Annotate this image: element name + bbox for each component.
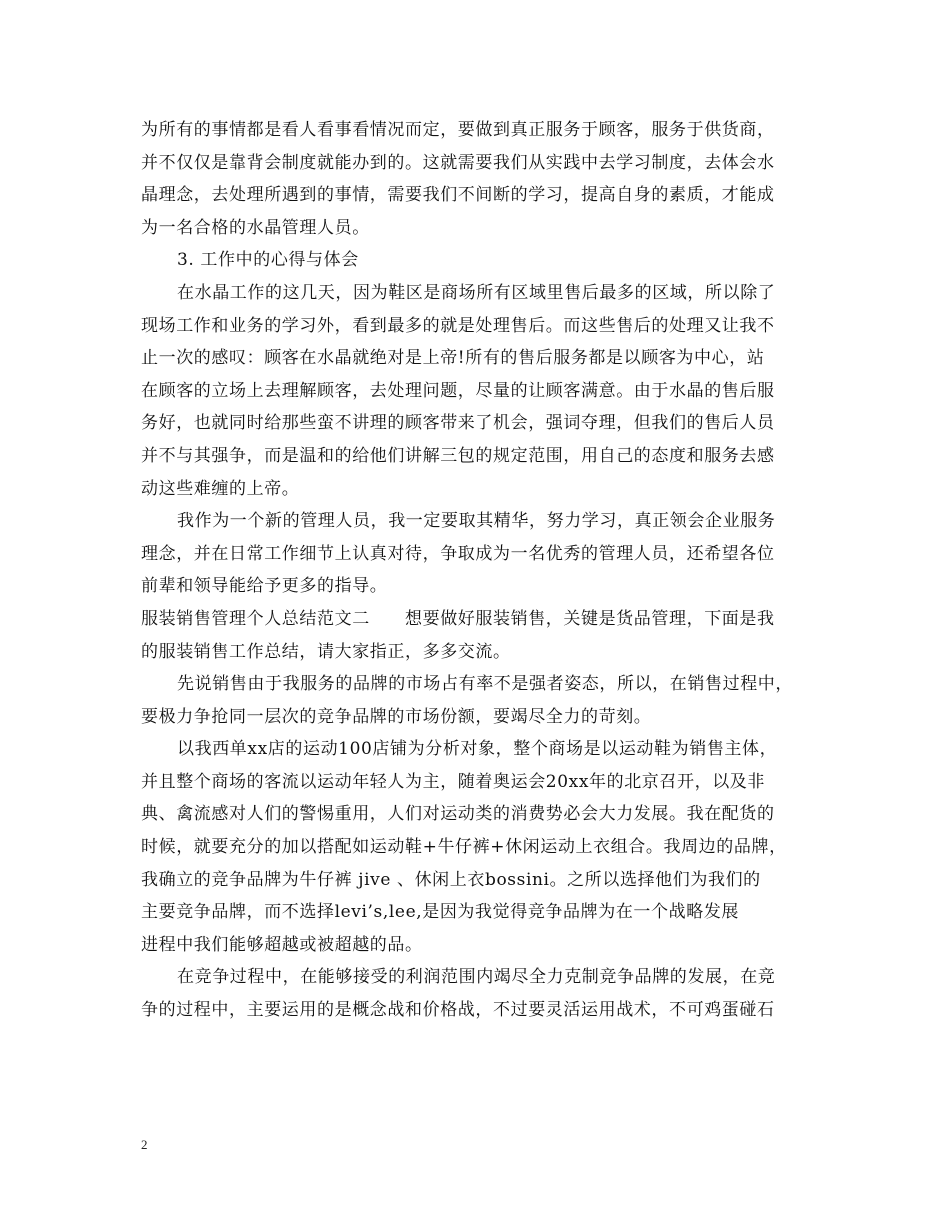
text-line: 我作为一个新的管理人员，我一定要取其精华，努力学习，真正领会企业服务 — [177, 511, 776, 532]
text-line: 动这些难缠的上帝。 — [141, 478, 300, 499]
text-line: 时候，就要充分的加以搭配如运动鞋+牛仔裤+休闲运动上衣组合。我周边的品牌， — [141, 837, 787, 858]
text-line: 前辈和领导能给予更多的指导。 — [141, 576, 388, 597]
text-line: 在水晶工作的这几天，因为鞋区是商场所有区域里售后最多的区域，所以除了 — [177, 282, 776, 303]
document-body — [141, 114, 821, 1027]
text-line: 务好，也就同时给那些蛮不讲理的顾客带来了机会，强词夺理，但我们的售后人员 — [141, 413, 775, 434]
text-line: 理念，并在日常工作细节上认真对待，争取成为一名优秀的管理人员，还希望各位 — [141, 543, 775, 564]
text-line: 并不仅仅是靠背会制度就能办到的。这就需要我们从实践中去学习制度，去体会水 — [141, 152, 775, 173]
text-line: 并且整个商场的客流以运动年轻人为主，随着奥运会20xx年的北京召开，以及非 — [141, 771, 766, 792]
text-line: 为所有的事情都是看人看事看情况而定，要做到真正服务于顾客，服务于供货商， — [141, 120, 775, 140]
page-number: 2 — [141, 1137, 148, 1152]
section-heading: 3. 工作中的心得与体会 — [177, 250, 359, 271]
text-line: 现场工作和业务的学习外，看到最多的就是处理售后。而这些售后的处理又让我不 — [141, 315, 775, 336]
text-line: 在顾客的立场上去理解顾客，去处理问题，尽量的让顾客满意。由于水晶的售后服 — [141, 380, 775, 401]
text-line: 晶理念，去处理所遇到的事情，需要我们不间断的学习，提高自身的素质，才能成 — [141, 185, 775, 206]
text-line: 以我西单xx店的运动100店铺为分析对象，整个商场是以运动鞋为销售主体， — [177, 739, 778, 760]
text-line: 要极力争抢同一层次的竞争品牌的市场份额，要竭尽全力的苛刻。 — [141, 706, 652, 727]
text-line: 典、禽流感对人们的警惕重用，人们对运动类的消费势必会大力发展。我在配货的 — [141, 804, 775, 825]
text-line: 主要竞争品牌，而不选择levi’s,lee,是因为我觉得竞争品牌为在一个战略发展 — [141, 902, 740, 923]
text-line: 在竞争过程中，在能够接受的利润范围内竭尽全力克制竞争品牌的发展，在竞 — [177, 967, 776, 988]
text-line: 的服装销售工作总结，请大家指正，多多交流。 — [141, 641, 511, 662]
text-line: 并不与其强争，而是温和的给他们讲解三包的规定范围，用自己的态度和服务去感 — [141, 445, 775, 466]
text-line: 止一次的感叹：顾客在水晶就绝对是上帝!所有的售后服务都是以顾客为中心，站 — [141, 348, 765, 369]
text-line: 为一名合格的水晶管理人员。 — [141, 217, 370, 238]
text-line: 服装销售管理个人总结范文二 想要做好服装销售，关键是货品管理，下面是我 — [141, 608, 775, 629]
text-line: 争的过程中，主要运用的是概念战和价格战，不过要灵活运用战术，不可鸡蛋碰石 — [141, 1000, 775, 1021]
text-line: 先说销售由于我服务的品牌的市场占有率不是强者姿态，所以，在销售过程中， — [177, 674, 793, 695]
text-line: 进程中我们能够超越或被超越的品。 — [141, 934, 423, 955]
text-line: 我确立的竞争品牌为牛仔裤 jive 、休闲上衣bossini。之所以选择他们为我们的 — [141, 869, 761, 890]
